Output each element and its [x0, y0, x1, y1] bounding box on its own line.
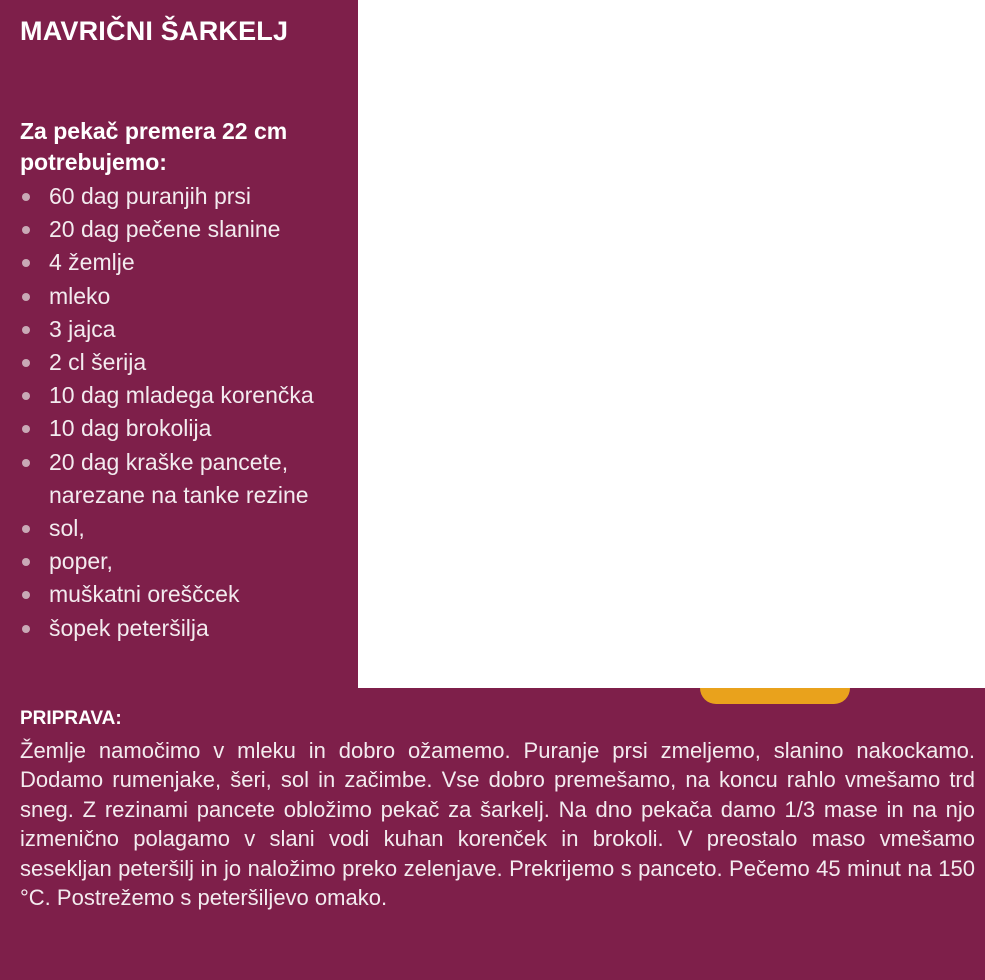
bullet-icon: [22, 525, 30, 533]
ingredient-item: 20 dag kraške pancete, narezane na tanke rezine: [18, 446, 363, 512]
ingredient-item: muškatni oreščcek: [18, 578, 363, 611]
bullet-icon: [22, 591, 30, 599]
bullet-icon: [22, 193, 30, 201]
preparation-heading: PRIPRAVA:: [20, 708, 122, 729]
blank-panel: [358, 0, 985, 688]
bullet-icon: [22, 259, 30, 267]
ingredient-item: 10 dag brokolija: [18, 412, 363, 445]
ingredient-item: poper,: [18, 545, 363, 578]
ingredient-item: 20 dag pečene slanine: [18, 213, 363, 246]
bullet-icon: [22, 293, 30, 301]
orange-accent-shape: [700, 688, 850, 704]
bullet-icon: [22, 425, 30, 433]
ingredient-item: 10 dag mladega korenčka: [18, 379, 363, 412]
ingredient-item: sol,: [18, 512, 363, 545]
bullet-icon: [22, 625, 30, 633]
bullet-icon: [22, 558, 30, 566]
ingredient-item: 4 žemlje: [18, 246, 363, 279]
bullet-icon: [22, 392, 30, 400]
recipe-title: MAVRIČNI ŠARKELJ: [20, 16, 289, 46]
ingredient-item: 3 jajca: [18, 313, 363, 346]
ingredient-item: mleko: [18, 280, 363, 313]
ingredient-item: šopek peteršilja: [18, 612, 363, 645]
ingredient-item: 60 dag puranjih prsi: [18, 180, 363, 213]
preparation-text: Žemlje namočimo v mleku in dobro ožamemo. Puranje prsi zmeljemo, slanino nakockamo. Dodamo rumenjake, šeri, sol in začimbe. Vse dobro premešamo, na koncu rahlo vmešamo trd sneg. Z rezinami pancete obložimo pekač za šarkelj. Na dno pekača damo 1/3 mase in na njo izmenično polagamo v slani vodi kuhan korenček in brokoli. V preostalo maso vmešamo sesekljan peteršilj in jo naložimo preko zelenjave. Prekrijemo s panceto. Pečemo 45 minut na 150 °C. Postrežemo s peteršiljevo omako.: [20, 738, 975, 911]
ingredient-list: [18, 180, 363, 645]
ingredient-item: 2 cl šerija: [18, 346, 363, 379]
bullet-icon: [22, 459, 30, 467]
bullet-icon: [22, 226, 30, 234]
bullet-icon: [22, 326, 30, 334]
bullet-icon: [22, 359, 30, 367]
ingredients-intro: Za pekač premera 22 cm potrebujemo:: [20, 118, 288, 175]
